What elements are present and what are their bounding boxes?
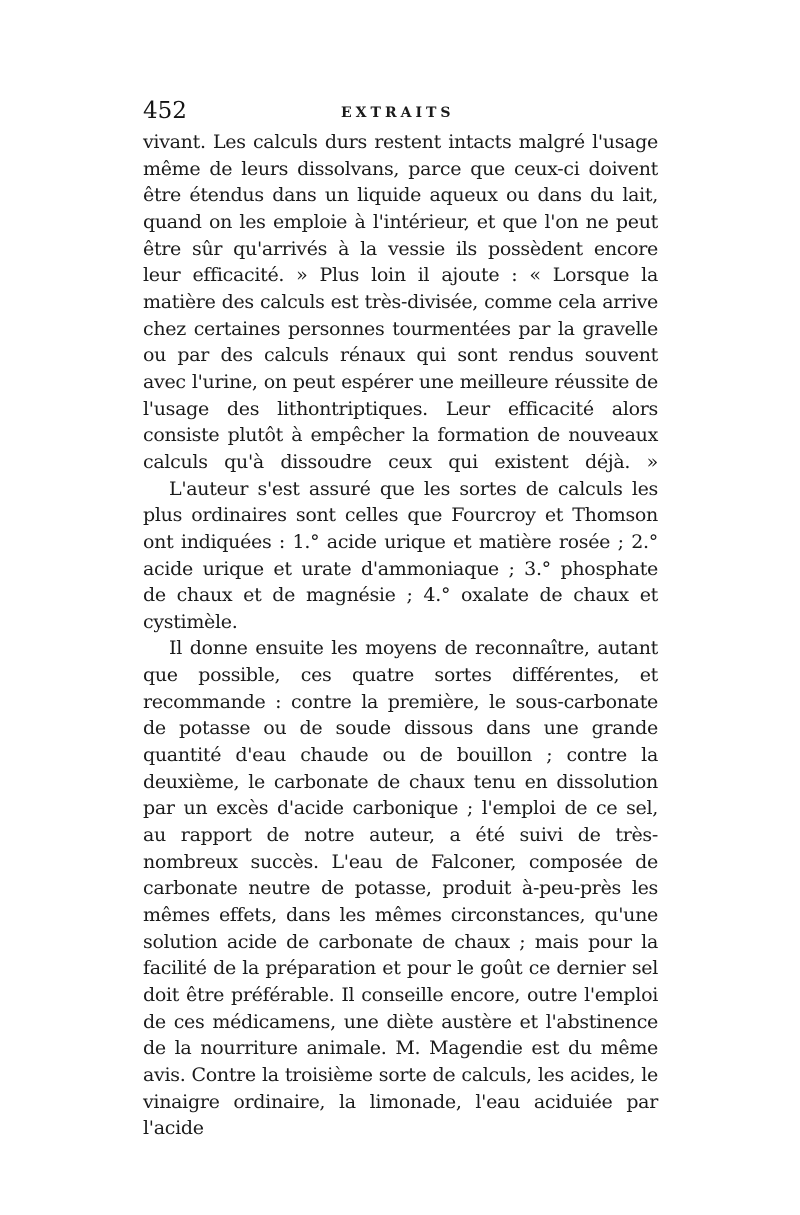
- page-header: [143, 96, 658, 126]
- body-text: [143, 129, 658, 1142]
- running-head: EXTRAITS: [341, 105, 455, 121]
- paragraph-calculi-types: L'auteur s'est assuré que les sortes de calculs les plus ordinaires sont celles que Fourcroy et Thomson ont indiquées : 1.° acide urique et matière rosée ; 2.° acide urique et urate d'ammoniaque ; 3.° phosphate de chaux et de magnésie ; 4.° oxalate de chaux et cystimèle.: [143, 477, 658, 633]
- paragraph-continued: vivant. Les calculs durs restent intacts malgré l'usage même de leurs dissolvans, parce que ceux-ci doivent être étendus dans un liquide aqueux ou dans du lait, quand on les emploie à l'intérieur, et que l'on ne peut être sûr qu'arrivés à la vessie ils possèdent encore leur efficacité. » Plus loin il ajoute : « Lorsque la matière des calculs est très-divisée, comme cela arrive chez certaines personnes tourmentées par la gravelle ou par des calculs rénaux qui sont rendus souvent avec l'urine, on peut espérer une meilleure réussite de l'usage des lithontriptiques. Leur efficacité alors consiste plutôt à empêcher la formation de nouveaux calculs qu'à dissoudre ceux qui existent déjà. »: [143, 131, 658, 473]
- paragraph-remedies: Il donne ensuite les moyens de reconnaître, autant que possible, ces quatre sortes différentes, et recommande : contre la première, le sous-carbonate de potasse ou de soude dissous dans une grande quantité d'eau chaude ou de bouillon ; contre la deuxième, le carbonate de chaux tenu en dissolution par un excès d'acide carbonique ; l'emploi de ce sel, au rapport de notre auteur, a été suivi de très-nombreux succès. L'eau de Falconer, composée de carbonate neutre de potasse, produit à-peu-près les mêmes effets, dans les mêmes circonstances, qu'une solution acide de carbonate de chaux ; mais pour la facilité de la préparation et pour le goût ce dernier sel doit être préférable. Il conseille encore, outre l'emploi de ces médicamens, une diète austère et l'abstinence de la nourriture animale. M. Magendie est du même avis. Contre la troisième sorte de calculs, les acides, le vinaigre ordinaire, la limonade, l'eau aciduiée par l'acide: [143, 637, 658, 1140]
- page-number: 452: [143, 98, 187, 124]
